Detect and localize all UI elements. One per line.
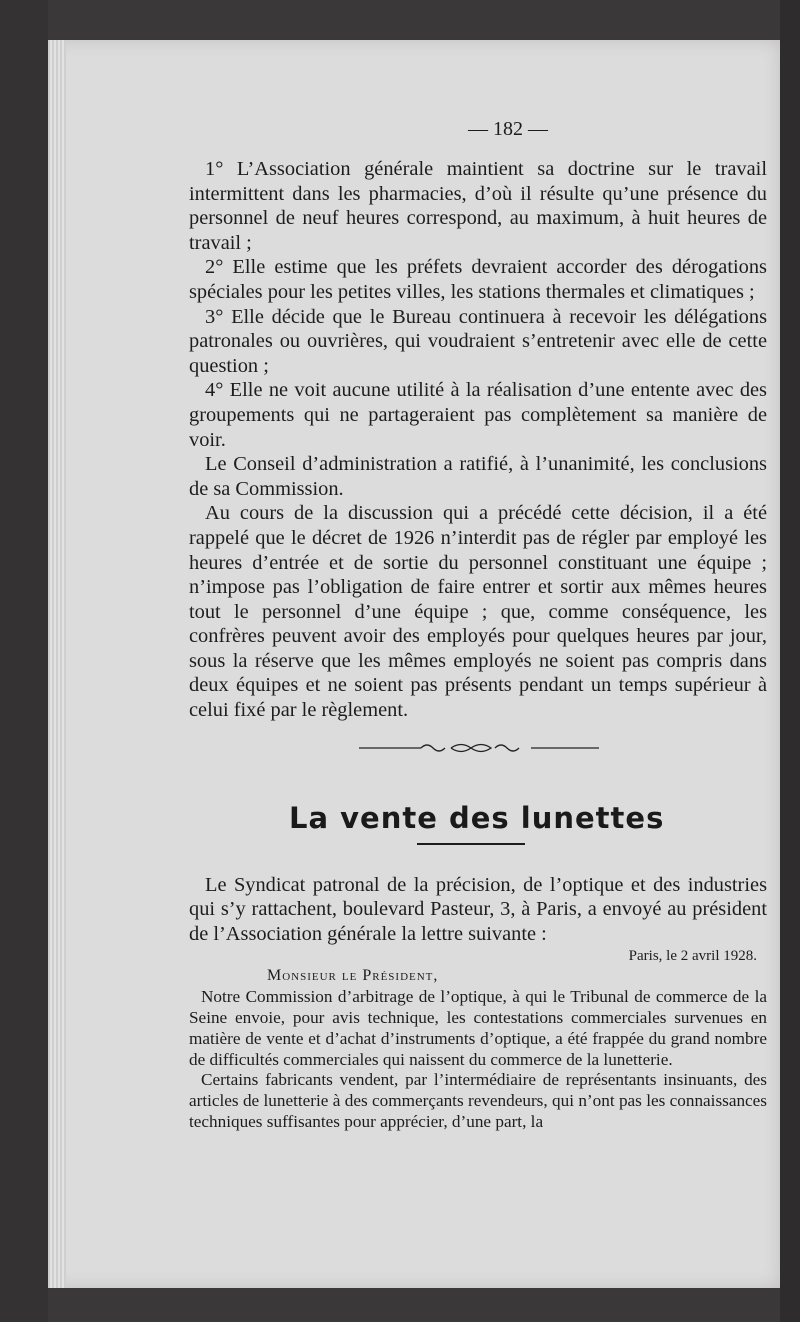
book-spine-left [0,0,48,1322]
body-paragraph: 4° Elle ne voit aucune utilité à la réalisation d’une entente avec des groupements qui ne partageraient pas complètement sa manière de voir. [189,379,767,451]
section-title: La vente des lunettes [289,800,665,835]
body-paragraph: 2° Elle estime que les préfets devraient accorder des dérogations spéciales pour les petites villes, les stations thermales et climatiques ; [189,256,767,303]
letter-paragraph: Certains fabricants vendent, par l’intermédiaire de représentants insinuants, des articles de lunetterie à des commerçants revendeurs, qui n’ont pas les connaissances techniques suffisantes pour apprécier, d’une part, la [189,1070,767,1131]
page-number: — 182 — [468,118,548,140]
body-paragraph: Le Conseil d’administration a ratifié, à l’unanimité, les conclusions de sa Commission. [189,453,767,500]
letter-salutation: Monsieur le Président, [267,967,439,985]
body-paragraph: 3° Elle décide que le Bureau continuera à recevoir les délégations patronales ou ouvrières, qui voudraient s’entretenir avec elle de cette question ; [189,305,767,377]
letter-body [189,987,767,1132]
letter-date: Paris, le 2 avril 1928. [628,948,757,965]
body-paragraph: Au cours de la discussion qui a précédé cette décision, il a été rappelé que le décret de 1926 n’interdit pas de régler par employé les heures d’entrée et de sortie du personnel constituant une équipe ; n’impose pas l’obligation de faire entrer et sortir aux mêmes heures tout le personnel d’une équipe ; que, comme conséquence, les confrères peuvent avoir des employés pour quelques heures par jour, sous la réserve que les mêmes employés ne soient pas compris dans deux équipes et ne soient pas présents pendant un temps supérieur à celui fixé par le règlement. [189,502,767,722]
body-text [189,157,767,723]
intro-paragraph: Le Syndicat patronal de la précision, de l’optique et des industries qui s’y rattachent, boulevard Pasteur, 3, à Paris, a envoyé au président de l’Association générale la lettre suivante : [189,873,767,945]
book-spine-right [780,0,800,1322]
decorative-divider-icon [359,741,599,755]
page-stack-edge [48,40,66,1288]
page-content [189,118,767,1132]
body-paragraph: 1° L’Association générale maintient sa doctrine sur le travail intermittent dans les pharmacies, d’où il résulte qu’une présence du personnel de neuf heures correspond, au maximum, à huit heures de travail ; [189,158,767,254]
title-underline [417,843,525,845]
letter-paragraph: Notre Commission d’arbitrage de l’optique, à qui le Tribunal de commerce de la Seine envoie, pour avis technique, les contestations commerciales survenues en matière de vente et d’achat d’instruments d’optique, a été frappée du grand nombre de difficultés commerciales qui naissent du commerce de la lunetterie. [189,987,767,1069]
section-intro [189,873,767,947]
